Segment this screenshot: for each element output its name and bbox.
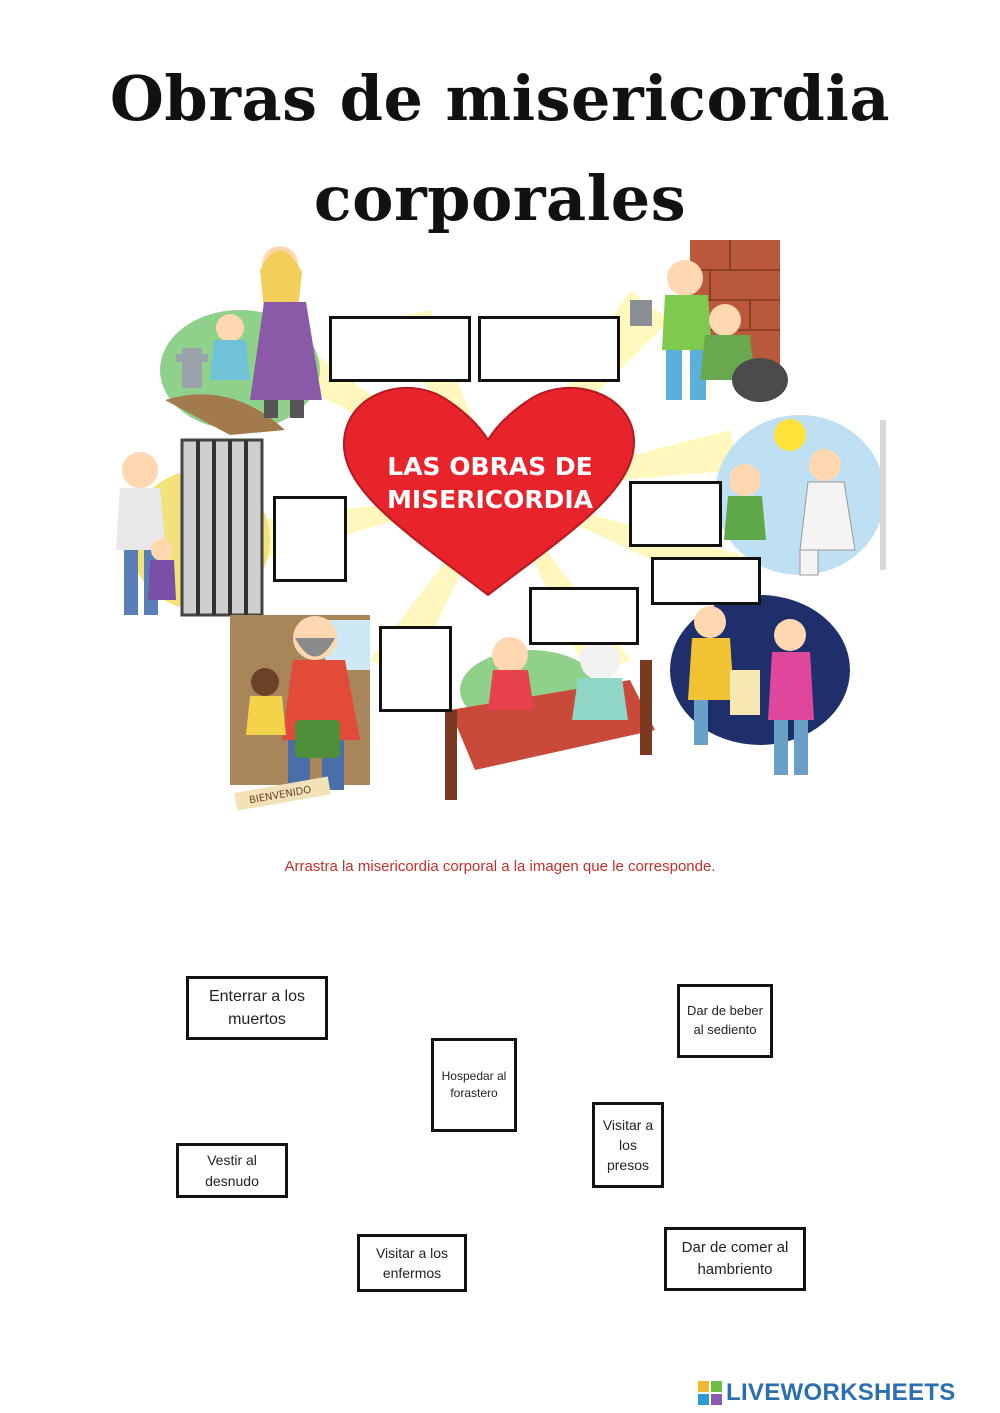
drop-box-6[interactable] xyxy=(529,587,639,645)
card-vestir-desnudo[interactable]: Vestir al desnudo xyxy=(176,1143,288,1198)
drop-box-1[interactable] xyxy=(329,316,471,382)
heart-text-line-1: LAS OBRAS DE xyxy=(387,452,593,481)
brand-name: LIVEWORKSHEETS xyxy=(726,1379,956,1406)
scene-visiting-prisoners xyxy=(116,440,270,615)
page-title-line-1: Obras de misericordia xyxy=(109,62,891,135)
card-dar-de-comer[interactable]: Dar de comer al hambriento xyxy=(664,1227,806,1291)
scene-welcoming-stranger xyxy=(230,615,370,811)
svg-text:BIENVENIDO: BIENVENIDO xyxy=(248,784,313,807)
drop-box-7[interactable] xyxy=(379,626,452,712)
card-enterrar-muertos[interactable]: Enterrar a los muertos xyxy=(186,976,328,1040)
drop-box-5[interactable] xyxy=(651,557,761,605)
heart-text-line-2: MISERICORDIA xyxy=(386,485,594,514)
drop-box-3[interactable] xyxy=(273,496,347,582)
drop-box-2[interactable] xyxy=(478,316,620,382)
page-title-line-2: corporales xyxy=(313,162,687,235)
liveworksheets-logo-icon xyxy=(698,1381,722,1405)
card-visitar-enfermos[interactable]: Visitar a los enfermos xyxy=(357,1234,467,1292)
drop-box-4[interactable] xyxy=(629,481,722,547)
scene-giving-drink xyxy=(715,415,886,575)
card-dar-de-beber[interactable]: Dar de beber al sediento xyxy=(677,984,773,1058)
heart-emblem xyxy=(344,388,634,595)
card-visitar-presos[interactable]: Visitar a los presos xyxy=(592,1102,664,1188)
instruction-text: Arrastra la misericordia corporal a la imagen que le corresponde. xyxy=(284,858,716,875)
card-hospedar-forastero[interactable]: Hospedar al forastero xyxy=(431,1038,517,1132)
scene-clothing-naked xyxy=(670,595,850,775)
scene-burying-dead xyxy=(160,246,322,435)
liveworksheets-brand xyxy=(698,1378,956,1408)
